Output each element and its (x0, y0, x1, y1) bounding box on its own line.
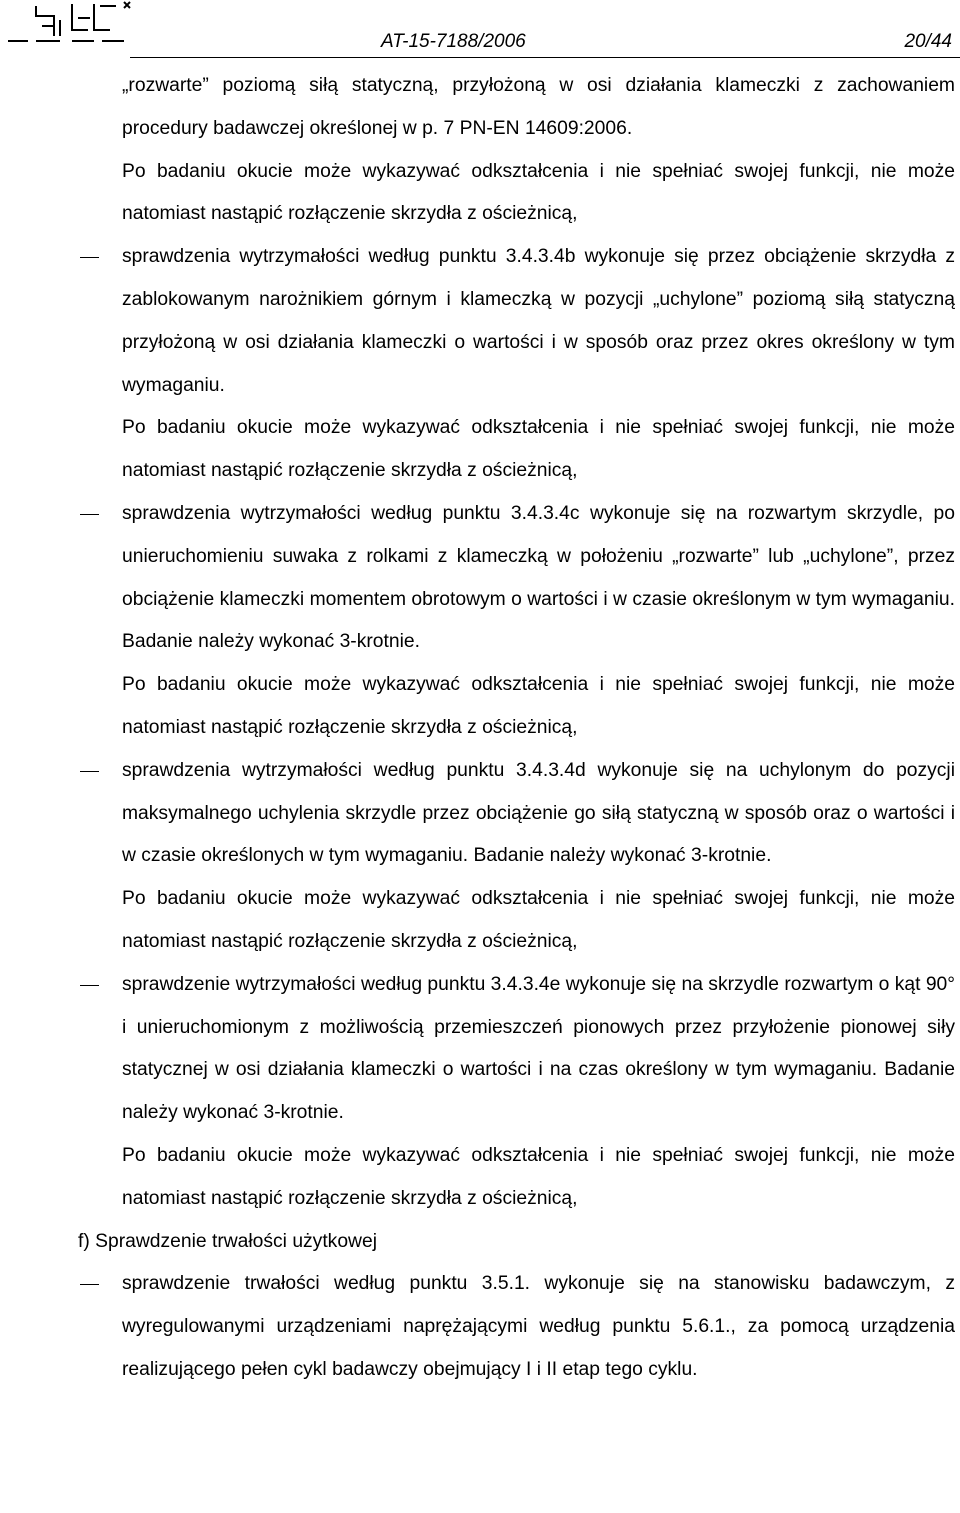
dash-bullet-icon (80, 750, 99, 793)
dash-bullet-icon (80, 964, 99, 1007)
list-item (122, 964, 955, 1135)
document-id: AT-15-7188/2006 (381, 31, 526, 52)
header-divider (130, 57, 960, 58)
list-item (122, 493, 955, 664)
dash-bullet-icon (80, 493, 99, 536)
list-item (122, 236, 955, 407)
page-number: 20/44 (904, 31, 952, 52)
page-header (0, 0, 960, 62)
list-item-text: sprawdzenie trwałości według punktu 3.5.1. wykonuje się na stanowisku badawczym, z wyregulowanymi urządzeniami naprężającymi według punktu 5.6.1., za pomocą urządzenia realizującego pełen cykl badawczy obejmujący I i II etap tego cyklu. (122, 1273, 955, 1380)
paragraph: Po badaniu okucie może wykazywać odkształcenia i nie spełniać swojej funkcji, nie może natomiast nastąpić rozłączenie skrzydła z ościeżnicą, (122, 674, 955, 738)
paragraph: Po badaniu okucie może wykazywać odkształcenia i nie spełniać swojej funkcji, nie może natomiast nastąpić rozłączenie skrzydła z ościeżnicą, (122, 160, 955, 225)
paragraph: Po badaniu okucie może wykazywać odkształcenia i nie spełniać swojej funkcji, nie może natomiast nastąpić rozłączenie skrzydła z ościeżnicą, (122, 417, 955, 482)
list-item (122, 1263, 955, 1391)
list-item-text: sprawdzenia wytrzymałości według punktu 3.4.3.4b wykonuje się przez obciążenie skrzydła z zablokowanym narożnikiem górnym i klameczką w pozycji „uchylone” poziomą siłą statyczną przyłożoną w osi działania klameczki o wartości i w sposób oraz przez okres określony w tym wymaganiu. (122, 246, 955, 396)
dash-bullet-icon (80, 1263, 99, 1306)
dash-bullet-icon (80, 236, 99, 279)
institute-logo-icon (6, 0, 132, 46)
paragraph: Po badaniu okucie może wykazywać odkształcenia i nie spełniać swojej funkcji, nie może natomiast nastąpić rozłączenie skrzydła z ościeżnicą, (122, 1144, 955, 1209)
section-heading: f) Sprawdzenie trwałości użytkowej (78, 1230, 377, 1252)
paragraph: Po badaniu okucie może wykazywać odkształcenia i nie spełniać swojej funkcji, nie może natomiast nastąpić rozłączenie skrzydła z ościeżnicą, (122, 888, 955, 952)
paragraph: „rozwarte” poziomą siłą statyczną, przyłożoną w osi działania klameczki z zachowaniem procedury badawczej określonej w p. 7 PN-EN 14609:2006. (122, 75, 955, 139)
list-item (122, 750, 955, 878)
list-item-text: sprawdzenia wytrzymałości według punktu 3.4.3.4d wykonuje się na uchylonym do pozycji maksymalnego uchylenia skrzydle przez obciążenie go siłą statyczną w sposób oraz o wartości i w czasie określonych w tym wymaganiu. Badanie należy wykonać 3-krotnie. (122, 759, 955, 867)
list-item-text: sprawdzenia wytrzymałości według punktu 3.4.3.4c wykonuje się na rozwartym skrzydle, po unieruchomieniu suwaka z rolkami z klameczką w położeniu „rozwarte” lub „uchylone”, przez obciążenie klameczki momentem obrotowym o wartości i w czasie określonym w tym wymaganiu. Badanie należy wykonać 3-krotnie. (122, 502, 955, 653)
document-body (0, 65, 960, 1392)
list-item-text: sprawdzenie wytrzymałości według punktu 3.4.3.4e wykonuje się na skrzydle rozwartym o kąt 90° i unieruchomionym z możliwością przemieszczeń pionowych przez przyłożenie pionowej siły statycznej w osi działania klameczki o wartości i na czas określony w tym wymaganiu. Badanie należy wykonać 3-krotnie. (122, 973, 955, 1124)
